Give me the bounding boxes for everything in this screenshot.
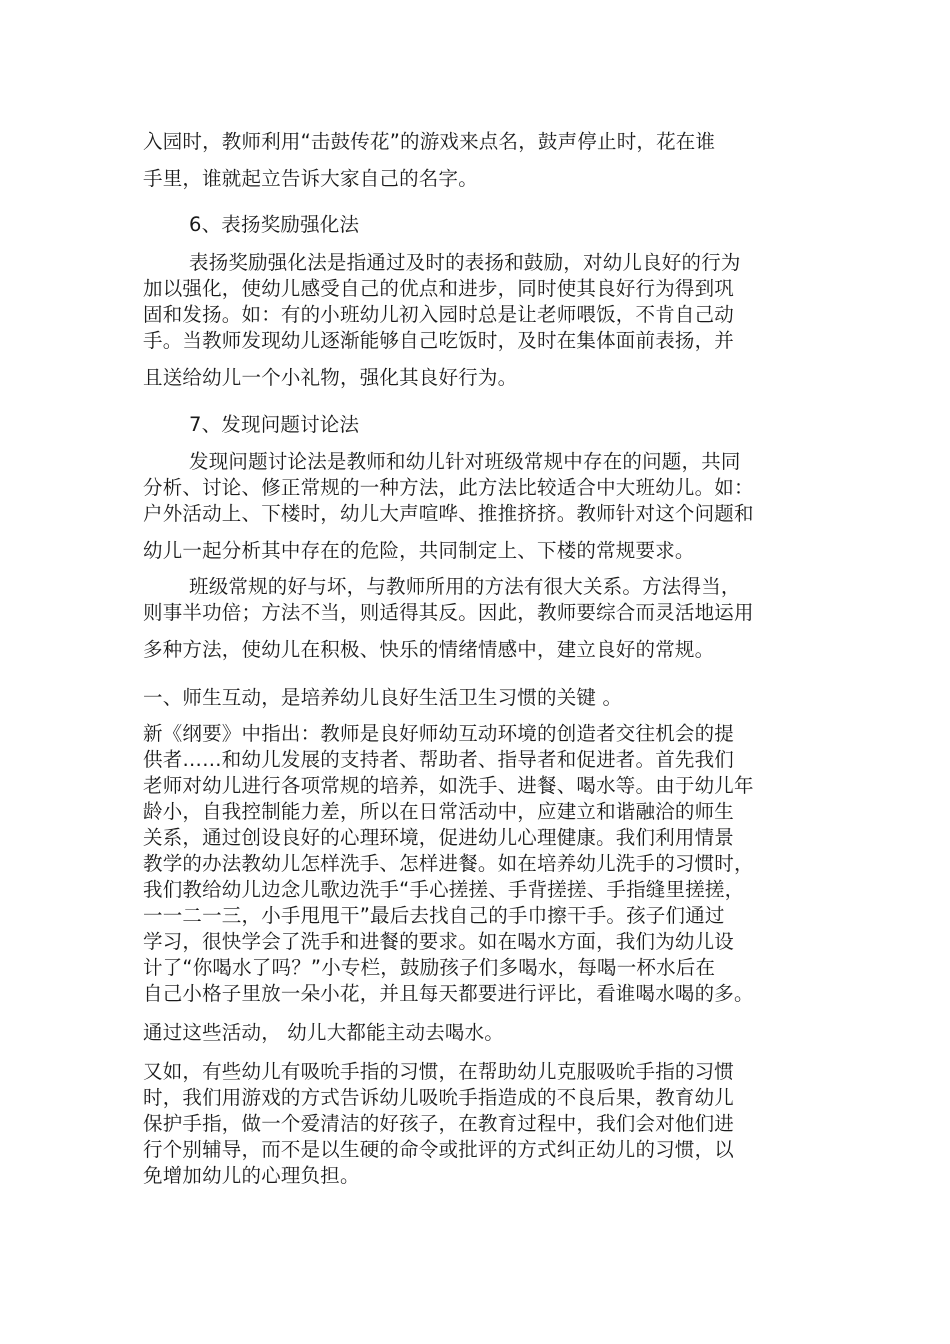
text-line: 通过这些活动， 幼儿大都能主动去喝水。 [143, 1021, 504, 1044]
text-line: 一一二一三，小手甩甩干”最后去找自己的手巾擦干手。孩子们通过 [143, 904, 725, 927]
text-line: 关系，通过创设良好的心理环境，促进幼儿心理健康。我们利用情景 [143, 826, 735, 849]
text-line: 又如，有些幼儿有吸吮手指的习惯，在帮助幼儿克服吸吮手指的习惯 [143, 1060, 735, 1083]
section-heading-1: 一、师生互动，是培养幼儿良好生活卫生习惯的关键 。 [143, 686, 623, 709]
text-line: 班级常规的好与坏，与教师所用的方法有很大关系。方法得当， [189, 575, 741, 598]
text-line: 发现问题讨论法是教师和幼儿针对班级常规中存在的问题，共同 [189, 450, 741, 473]
text-line: 免增加幼儿的心理负担。 [143, 1164, 360, 1187]
section-heading-6: 6、表扬奖励强化法 [189, 213, 360, 236]
text-line: 自己小格子里放一朵小花，并且每天都要进行评比，看谁喝水喝的多。 [143, 982, 754, 1005]
text-line: 教学的办法教幼儿怎样洗手、怎样进餐。如在培养幼儿洗手的习惯时， [143, 852, 754, 875]
text-line: 龄小，自我控制能力差，所以在日常活动中，应建立和谐融洽的师生 [143, 800, 735, 823]
text-line: 时，我们用游戏的方式告诉幼儿吸吮手指造成的不良后果，教育幼儿 [143, 1086, 735, 1109]
section-heading-7: 7、发现问题讨论法 [189, 413, 360, 436]
text-line: 则事半功倍；方法不当，则适得其反。因此，教师要综合而灵活地运用 [143, 601, 754, 624]
text-line: 多种方法，使幼儿在积极、快乐的情绪情感中，建立良好的常规。 [143, 638, 715, 661]
text-line: 入园时，教师利用“击鼓传花”的游戏来点名，鼓声停止时，花在谁 [143, 130, 716, 153]
text-line: 我们教给幼儿边念儿歌边洗手“手心搓搓、手背搓搓、手指缝里搓搓， [143, 878, 745, 901]
text-line: 户外活动上、下楼时，幼儿大声喧哗、推推挤挤。教师针对这个问题和 [143, 502, 754, 525]
text-line: 计了“你喝水了吗？”小专栏，鼓励孩子们多喝水，每喝一杯水后在 [143, 956, 716, 979]
text-line: 分析、讨论、修正常规的一种方法，此方法比较适合中大班幼儿。如： [143, 476, 754, 499]
text-line: 手。当教师发现幼儿逐渐能够自己吃饭时，及时在集体面前表扬，并 [143, 329, 735, 352]
text-line: 保护手指，做一个爱清洁的好孩子，在教育过程中，我们会对他们进 [143, 1112, 735, 1135]
text-line: 表扬奖励强化法是指通过及时的表扬和鼓励，对幼儿良好的行为 [189, 251, 741, 274]
text-line: 学习，很快学会了洗手和进餐的要求。如在喝水方面，我们为幼儿设 [143, 930, 735, 953]
text-line: 加以强化，使幼儿感受自己的优点和进步，同时使其良好行为得到巩 [143, 277, 735, 300]
text-line: 行个别辅导，而不是以生硬的命令或批评的方式纠正幼儿的习惯，以 [143, 1138, 735, 1161]
text-line: 供者……和幼儿发展的支持者、帮助者、指导者和促进者。首先我们 [143, 748, 735, 771]
text-line: 老师对幼儿进行各项常规的培养，如洗手、进餐、喝水等。由于幼儿年 [143, 774, 754, 797]
text-line: 固和发扬。如：有的小班幼儿初入园时总是让老师喂饭，不肯自己动 [143, 303, 735, 326]
text-line: 且送给幼儿一个小礼物，强化其良好行为。 [143, 366, 518, 389]
text-line: 新《纲要》中指出：教师是良好师幼互动环境的创造者交往机会的提 [143, 722, 735, 745]
text-line: 幼儿一起分析其中存在的危险，共同制定上、下楼的常规要求。 [143, 539, 695, 562]
text-line: 手里，谁就起立告诉大家自己的名字。 [143, 167, 478, 190]
